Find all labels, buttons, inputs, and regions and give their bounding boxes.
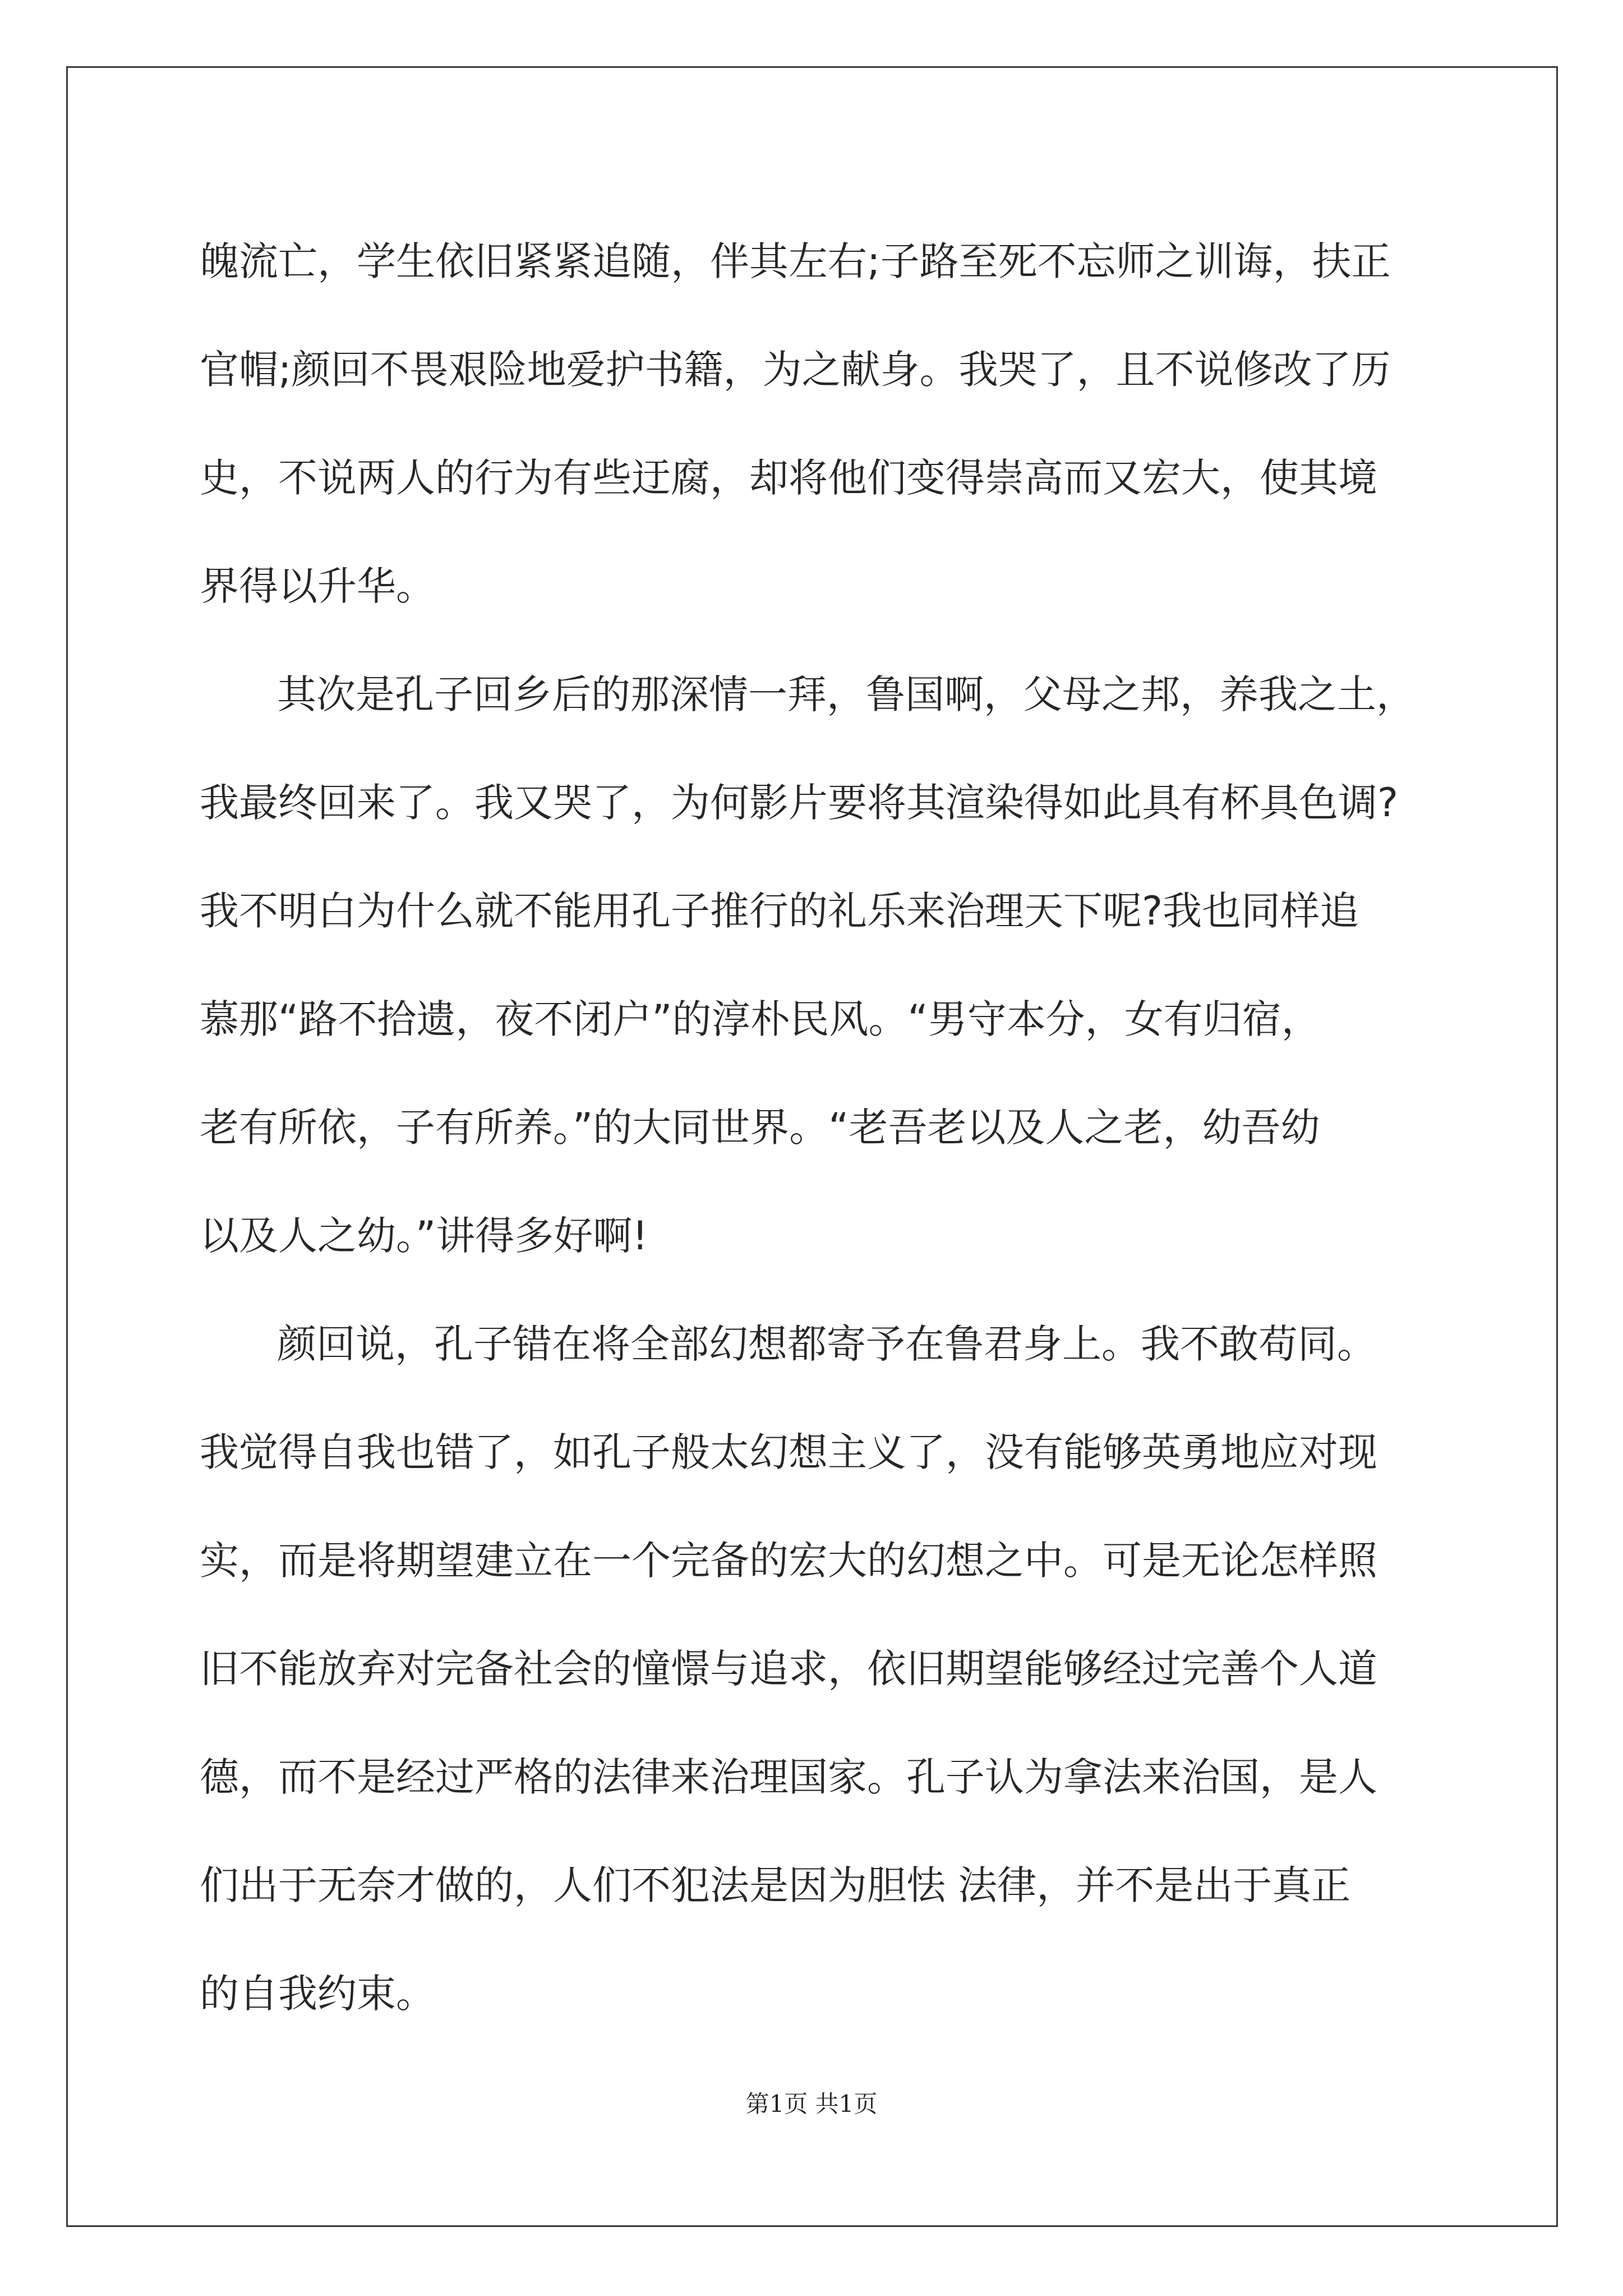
text-line: 老有所依，子有所养。”的大同世界。“老吾老以及人之老，幼吾幼 <box>200 1105 1320 1151</box>
text-line: 我觉得自我也错了，如孔子般太幻想主义了，没有能够英勇地应对现 <box>200 1429 1377 1475</box>
page-footer: 第1页 共1页 <box>745 2090 878 2118</box>
text-line: 界得以升华。 <box>200 563 435 609</box>
text-line: 德，而不是经过严格的法律来治理国家。孔子认为拿法来治国，是人 <box>200 1754 1377 1800</box>
text-line: 我不明白为什么就不能用孔子推行的礼乐来治理天下呢?我也同样追 <box>200 888 1359 934</box>
text-line: 颜回说，孔子错在将全部幻想都寄予在鲁君身上。我不敢苟同。 <box>277 1321 1376 1367</box>
text-line: 的自我约束。 <box>200 1971 435 2017</box>
text-line: 魄流亡，学生依旧紧紧追随，伴其左右;子路至死不忘师之训诲，扶正 <box>200 238 1391 284</box>
text-line: 我最终回来了。我又哭了，为何影片要将其渲染得如此具有杯具色调? <box>200 780 1399 826</box>
text-line: 以及人之幼。”讲得多好啊! <box>200 1213 648 1259</box>
text-line: 们出于无奈才做的，人们不犯法是因为胆怯 法律，并不是出于真正 <box>200 1862 1351 1908</box>
text-line: 史，不说两人的行为有些迂腐，却将他们变得崇高而又宏大，使其境 <box>200 455 1377 501</box>
text-line: 旧不能放弃对完备社会的憧憬与追求，依旧期望能够经过完善个人道 <box>200 1646 1377 1692</box>
text-line: 实，而是将期望建立在一个完备的宏大的幻想之中。可是无论怎样照 <box>200 1538 1377 1584</box>
text-line: 慕那“路不拾遗，夜不闭户”的淳朴民风。“男守本分，女有归宿， <box>200 996 1321 1042</box>
document-body <box>200 208 1439 2048</box>
text-line: 其次是孔子回乡后的那深情一拜，鲁国啊，父母之邦，养我之土， <box>277 671 1415 717</box>
text-line: 官帽;颜回不畏艰险地爱护书籍，为之献身。我哭了，且不说修改了历 <box>200 347 1391 393</box>
